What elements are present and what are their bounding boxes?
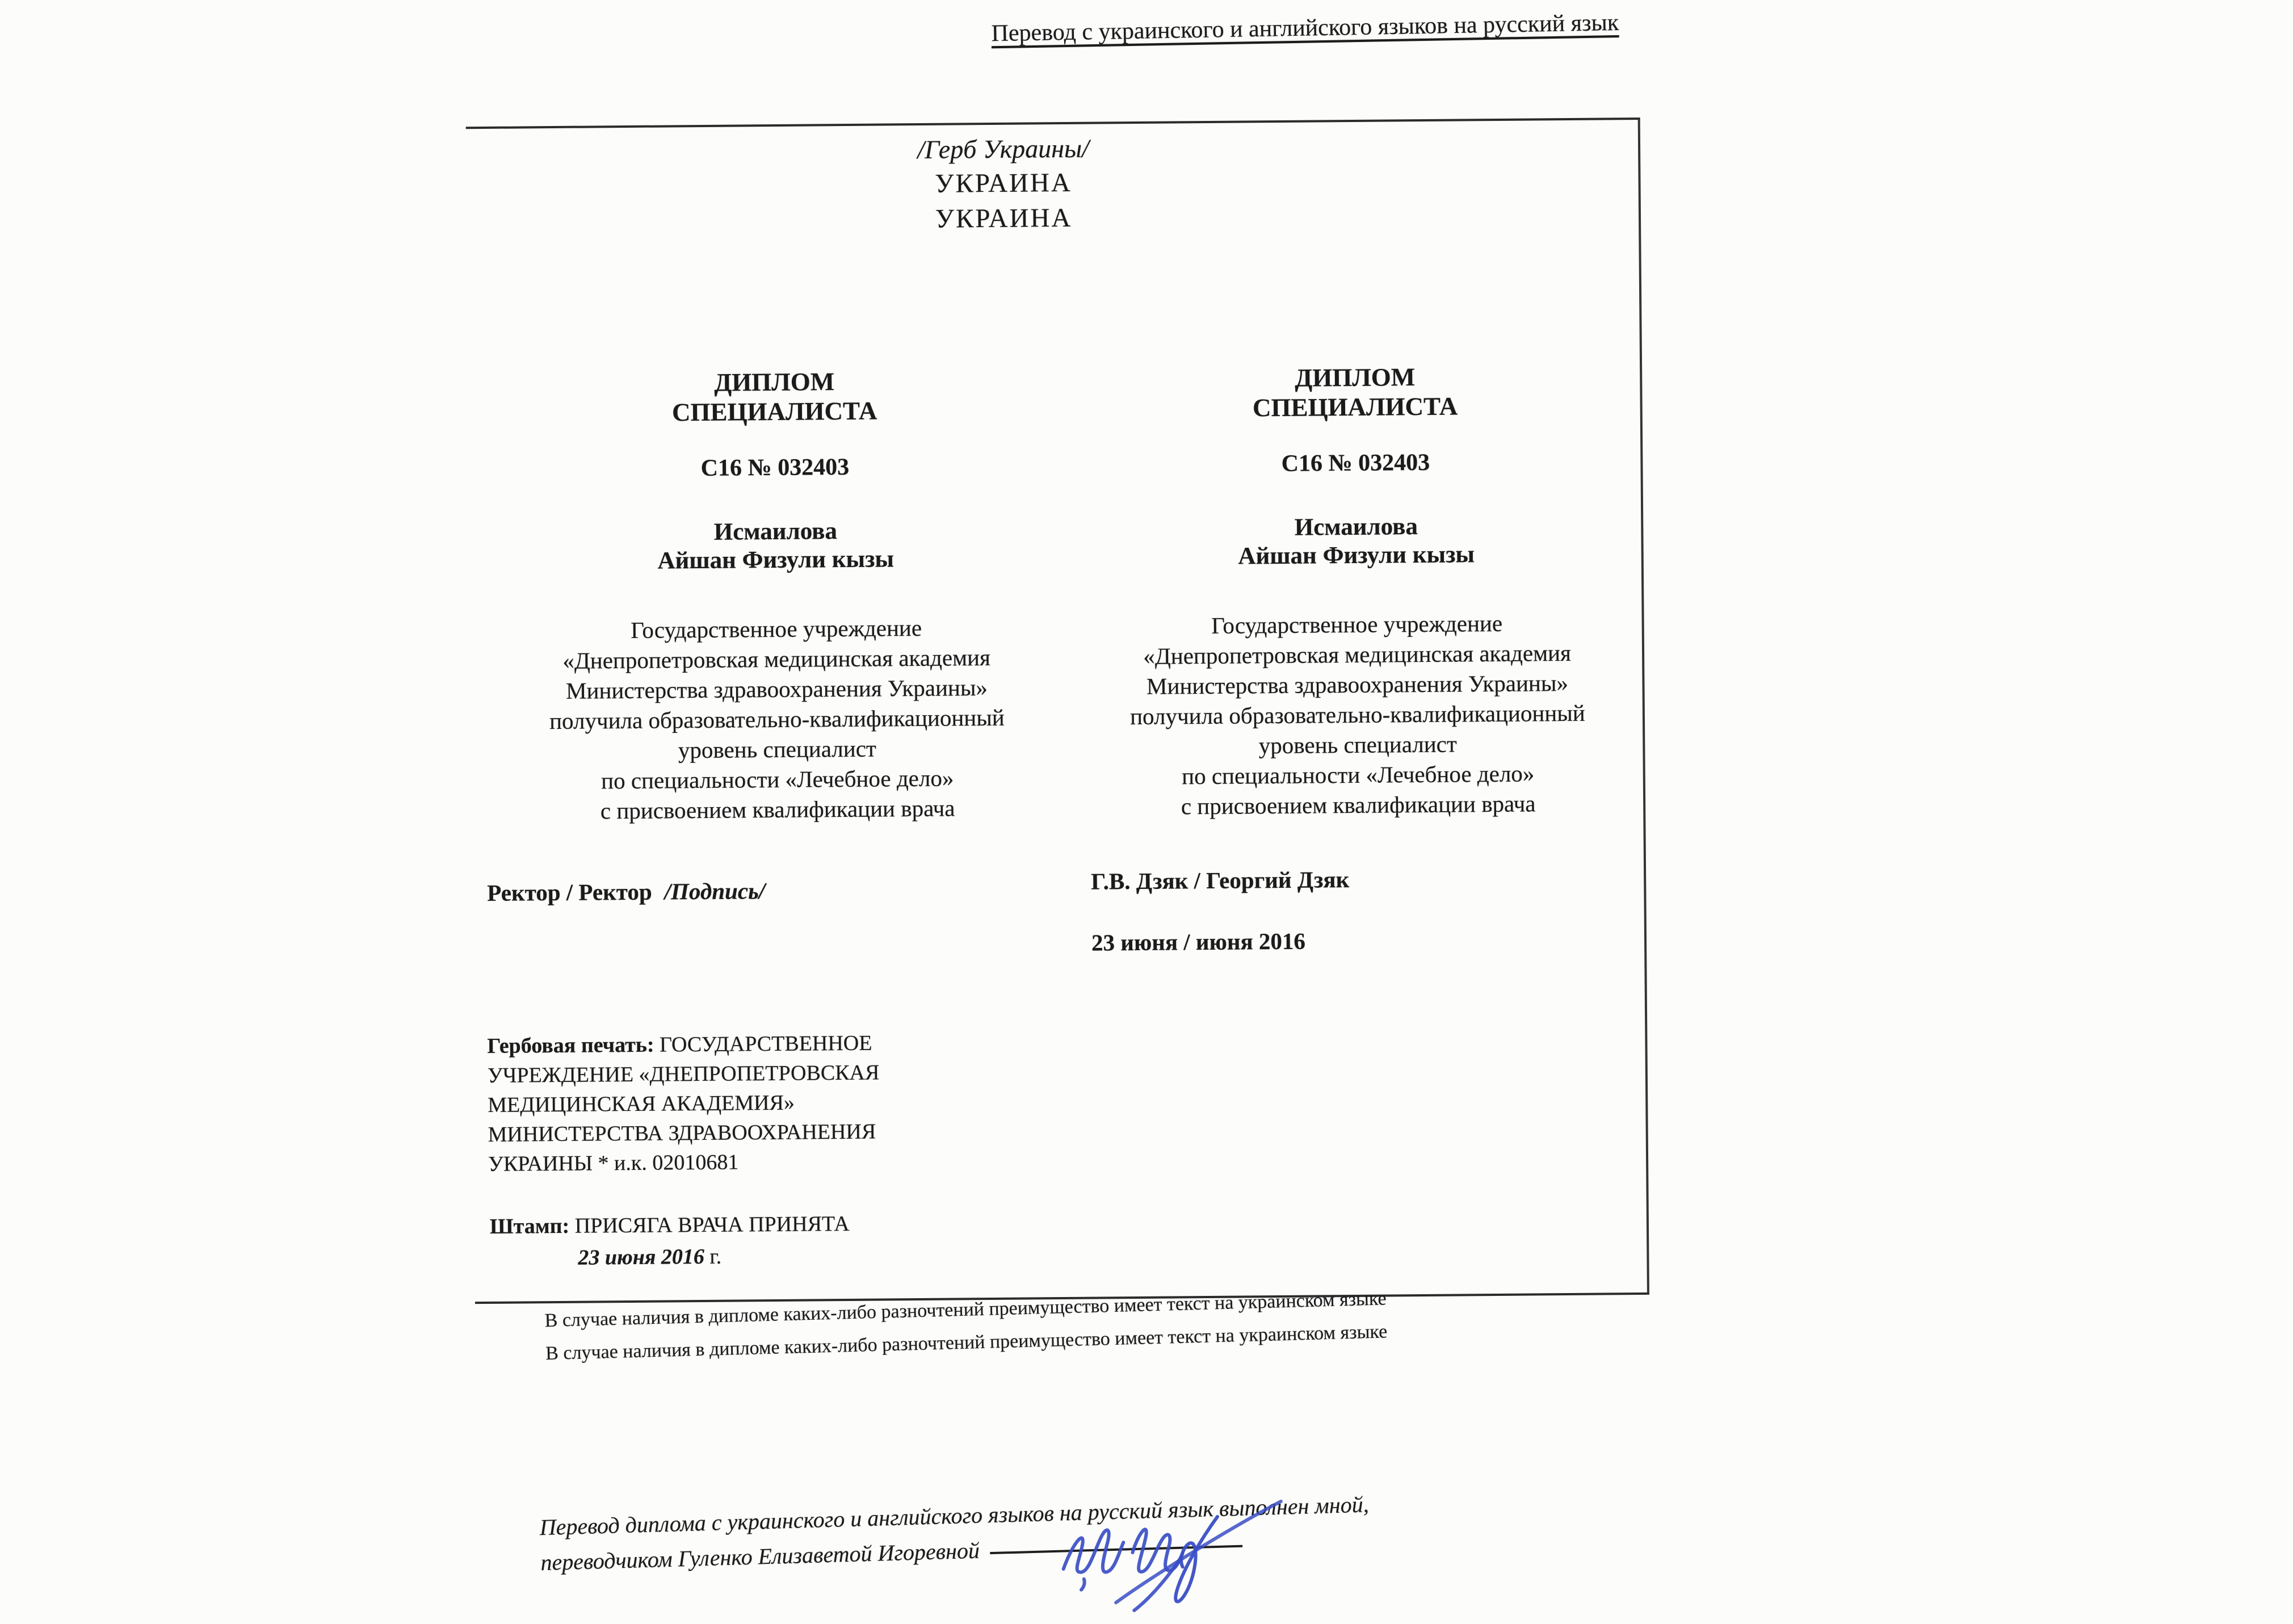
seal-line: МИНИСТЕРСТВА ЗДРАВООХРАНЕНИЯ: [488, 1119, 876, 1147]
diploma-body: [1073, 607, 1642, 823]
translation-direction-text: Перевод с украинского и английского языков на русский язык: [991, 9, 1619, 47]
diploma-title-line: СПЕЦИАЛИСТА: [671, 396, 877, 427]
diploma-body-line: «Днепропетровская медицинская академия: [562, 644, 991, 674]
diploma-body-line: с присвоением квалификации врача: [600, 795, 955, 824]
signature-stroke: [1081, 1579, 1085, 1590]
country-name-line: УКРАИНА: [935, 203, 1073, 234]
diploma-body-line: по специальности «Лечебное дело»: [1181, 760, 1535, 790]
stamp-label: Штамп:: [489, 1214, 570, 1239]
diploma-body-line: по специальности «Лечебное дело»: [601, 765, 954, 794]
diploma-body-line: уровень специалист: [1258, 731, 1457, 759]
stamp-date-line: [490, 1240, 850, 1274]
diploma-body-line: Государственное учреждение: [1211, 610, 1503, 639]
stamp-date: 23 июня 2016: [578, 1244, 705, 1270]
translator-note-line: Перевод диплома с украинского и английского языков на русский язык выполнен мной,: [539, 1491, 1370, 1541]
seal-line: МЕДИЦИНСКАЯ АКАДЕМИЯ»: [488, 1090, 795, 1117]
graduate-name: [1072, 511, 1640, 572]
diploma-column-left: [482, 365, 1074, 1302]
diploma-body: [484, 612, 1070, 827]
seal-block: [487, 1027, 999, 1179]
diploma-columns: [468, 360, 1647, 1302]
graduate-surname: Исмаилова: [1294, 513, 1418, 541]
diploma-title: [1071, 360, 1639, 424]
seal-line: [487, 1027, 998, 1061]
diploma-body-line: Министерства здравоохранения Украины»: [565, 674, 988, 704]
herald-block: [417, 128, 1590, 241]
stamp-line: [490, 1208, 850, 1243]
rector-signature-name: Г.В. Дзяк / Георгий Дзяк: [1091, 866, 1350, 895]
seal-text: ГОСУДАРСТВЕННОЕ: [659, 1031, 872, 1057]
graduate-name: [483, 515, 1068, 577]
disclaimer-line: В случае наличия в дипломе каких-либо разночтений преимущество имеет текст на украинском языке: [545, 1321, 1388, 1365]
signature-placeholder-note: /Подпись/: [664, 878, 766, 905]
graduate-given-names: Айшан Физули кызы: [657, 545, 894, 574]
diploma-number: С16 № 032403: [1281, 449, 1430, 477]
diploma-body-line: получила образовательно-квалификационный: [549, 704, 1005, 735]
diploma-number: С16 № 032403: [700, 454, 850, 481]
diploma-column-right: [1071, 360, 1646, 1297]
graduate-surname: Исмаилова: [713, 518, 838, 545]
signature-stroke: [1134, 1556, 1182, 1610]
stamp-block: [490, 1208, 850, 1274]
diploma-title-line: СПЕЦИАЛИСТА: [1252, 392, 1458, 422]
translator-certification: [539, 1480, 1619, 1580]
rector-line: [487, 877, 765, 907]
disclaimer-line: В случае наличия в дипломе каких-либо разночтений преимущество имеет текст на украинском языке: [544, 1288, 1387, 1332]
diploma-body-line: получила образовательно-квалификационный: [1129, 699, 1585, 730]
seal-label: Гербовая печать:: [487, 1033, 654, 1058]
stamp-text: ПРИСЯГА ВРАЧА ПРИНЯТА: [574, 1211, 850, 1238]
diploma-body-line: Министерства здравоохранения Украины»: [1146, 670, 1569, 699]
country-name-line: УКРАИНА: [935, 167, 1072, 199]
diploma-body-line: Государственное учреждение: [631, 614, 922, 643]
diploma-body-line: с присвоением квалификации врача: [1181, 790, 1536, 820]
diploma-title-line: ДИПЛОМ: [714, 367, 835, 397]
diploma-frame: [466, 118, 1649, 1304]
seal-line: УКРАИНЫ * и.к. 02010681: [488, 1150, 739, 1176]
translator-name-text: переводчиком Гуленко Елизаветой Игоревной: [540, 1537, 980, 1576]
diploma-title-line: ДИПЛОМ: [1295, 363, 1416, 392]
coat-of-arms-note: /Герб Украины/: [917, 133, 1090, 164]
diploma-title: [482, 365, 1067, 429]
rector-label: Ректор / Ректор: [487, 878, 652, 906]
diploma-body-line: «Днепропетровская медицинская академия: [1143, 639, 1572, 669]
issue-date-line: 23 июня / июня 2016: [1091, 928, 1306, 956]
stamp-date-suffix: г.: [709, 1244, 722, 1269]
signature-underline: [990, 1543, 1242, 1554]
translation-direction-header: [933, 7, 1677, 49]
diploma-body-line: уровень специалист: [678, 735, 877, 763]
seal-line: УЧРЕЖДЕНИЕ «ДНЕПРОПЕТРОВСКАЯ: [487, 1060, 880, 1088]
graduate-given-names: Айшан Физули кызы: [1238, 541, 1475, 570]
